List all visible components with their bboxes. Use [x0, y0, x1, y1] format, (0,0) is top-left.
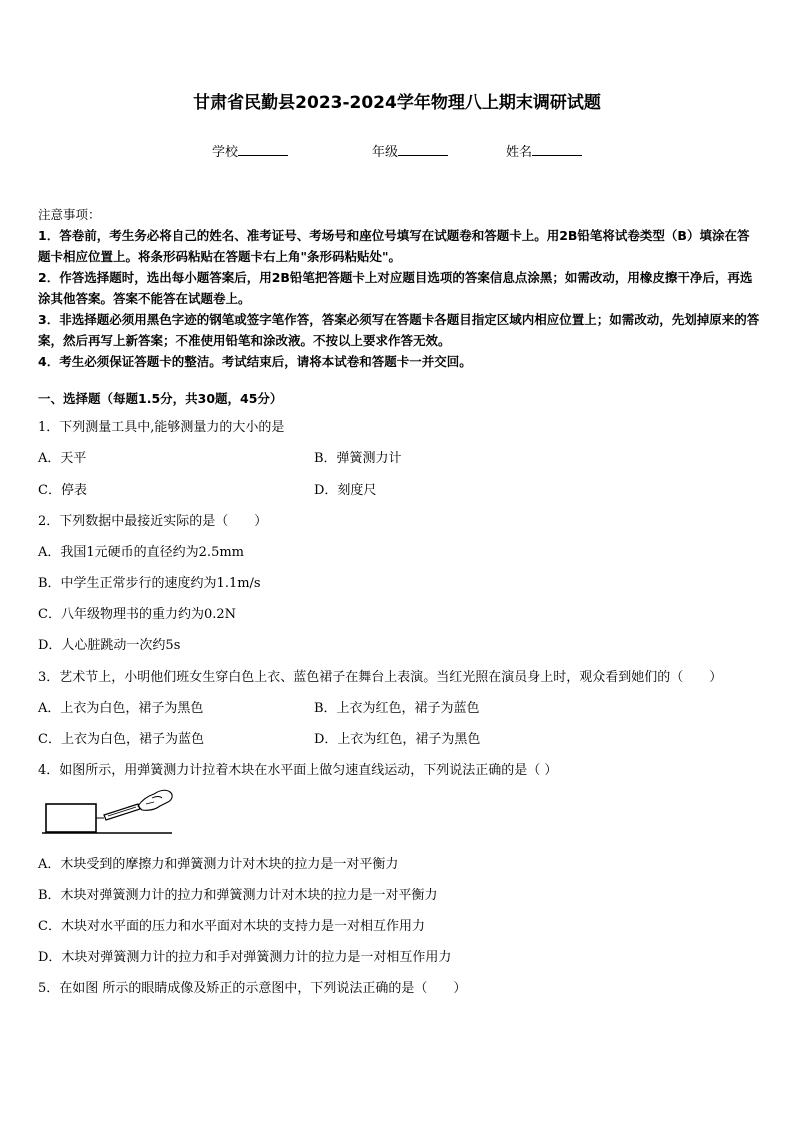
q3-option-b: B．上衣为红色，裙子为蓝色: [314, 701, 480, 716]
school-label: 学校: [212, 145, 239, 160]
q4-figure: [42, 784, 178, 838]
note-item-4: 4．考生必须保证答题卡的整洁。考试结束后，请将本试卷和答题卡一并交回。: [38, 354, 472, 369]
school-field: [212, 141, 288, 160]
q2-stem: 2．下列数据中最接近实际的是（ ）: [38, 514, 268, 529]
note-item-3: 3．非选择题必须用黑色字迹的钢笔或签字笔作答，答案必须写在答题卡各题目指定区域内相应位置上；如需改动，先划掉原来的答案，然后再写上新答案；不准使用铅笔和涂改液。不按以上要求作答无效。: [38, 312, 760, 348]
q3-option-c: C．上衣为白色，裙子为蓝色: [38, 732, 204, 747]
q1-option-c: C．停表: [38, 483, 87, 498]
q1-option-d: D．刻度尺: [314, 483, 377, 498]
q3-option-d: D．上衣为红色，裙子为黑色: [314, 732, 481, 747]
q2-option-d: D．人心脏跳动一次约5s: [38, 638, 181, 653]
q3-stem: 3．艺术节上，小明他们班女生穿白色上衣、蓝色裙子在舞台上表演。当红光照在演员身上时，观众看到她们的（ ）: [38, 670, 723, 685]
spring-scale: [96, 804, 140, 820]
q5-stem: 5．在如图 所示的眼睛成像及矫正的示意图中，下列说法正确的是（ ）: [38, 981, 467, 996]
q2-option-b: B．中学生正常步行的速度约为1.1m/s: [38, 576, 261, 591]
grade-field: [372, 141, 448, 160]
notes-heading: 注意事项：: [38, 207, 101, 222]
section-heading: 一、选择题（每题1.5分，共30题，45分）: [38, 391, 283, 406]
note-item-2: 2．作答选择题时，选出每小题答案后，用2B铅笔把答题卡上对应题目选项的答案信息点涂黑；如需改动，用橡皮擦干净后，再选涂其他答案。答案不能答在试题卷上。: [38, 270, 753, 306]
name-blank: [532, 143, 582, 156]
q3-option-a: A．上衣为白色，裙子为黑色: [38, 701, 204, 716]
name-label: 姓名: [506, 145, 533, 160]
notes-block: [38, 204, 760, 372]
wooden-block: [46, 804, 96, 832]
q4-option-a: A．木块受到的摩擦力和弹簧测力计对木块的拉力是一对平衡力: [38, 857, 399, 872]
grade-label: 年级: [372, 145, 399, 160]
q2-option-a: A．我国1元硬币的直径约为2.5mm: [38, 545, 244, 560]
page-title: 甘肃省民勤县2023-2024学年物理八上期末调研试题: [193, 93, 601, 113]
note-item-1: 1．答卷前，考生务必将自己的姓名、准考证号、考场号和座位号填写在试题卷和答题卡上。用2B铅笔将试卷类型（B）填涂在答题卡相应位置上。将条形码粘贴在答题卡右上角"条形码粘贴处"。: [38, 228, 750, 264]
q2-option-c: C．八年级物理书的重力约为0.2N: [38, 607, 236, 622]
q4-option-b: B．木块对弹簧测力计的拉力和弹簧测力计对木块的拉力是一对平衡力: [38, 888, 438, 903]
hand-icon: [138, 790, 172, 810]
q1-stem: 1．下列测量工具中,能够测量力的大小的是: [38, 420, 285, 435]
q1-option-a: A．天平: [38, 451, 87, 466]
grade-blank: [398, 143, 448, 156]
q4-stem: 4．如图所示，用弹簧测力计拉着木块在水平面上做匀速直线运动，下列说法正确的是（ ）: [38, 763, 558, 778]
name-field: [506, 141, 582, 160]
q4-option-c: C．木块对水平面的压力和水平面对木块的支持力是一对相互作用力: [38, 919, 425, 934]
q4-option-d: D．木块对弹簧测力计的拉力和手对弹簧测力计的拉力是一对相互作用力: [38, 950, 452, 965]
school-blank: [238, 143, 288, 156]
q1-option-b: B．弹簧测力计: [314, 451, 402, 466]
